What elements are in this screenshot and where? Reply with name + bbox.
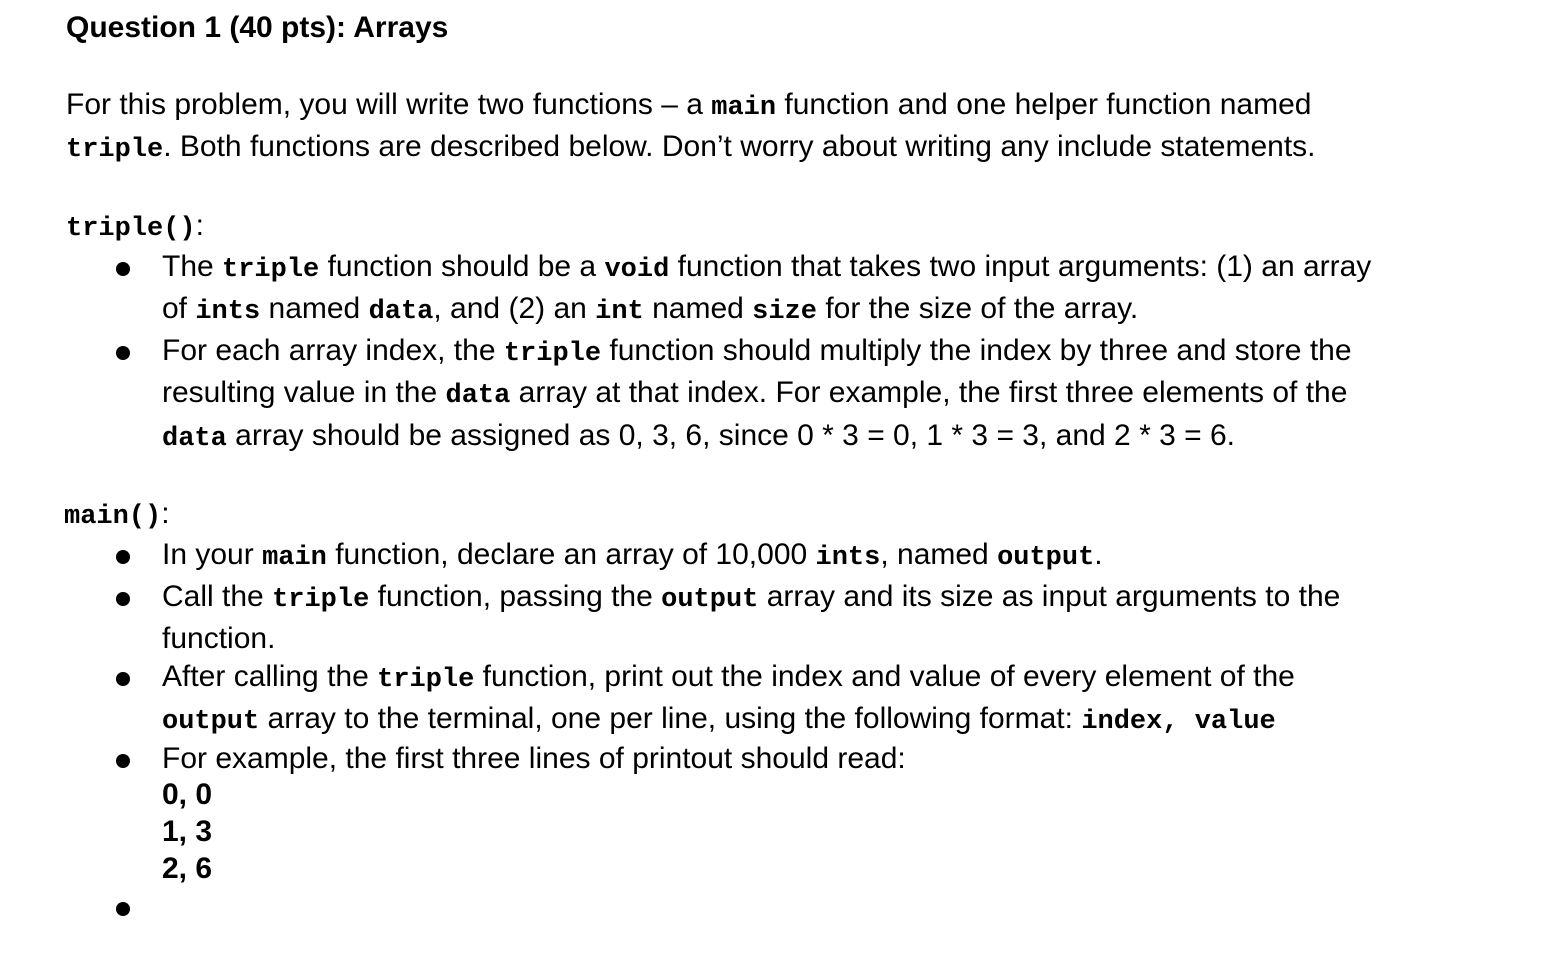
- triple-bullet-2-line-2: [162, 375, 1347, 414]
- text: .: [1094, 538, 1103, 571]
- code-output: output: [661, 585, 759, 615]
- bullet-icon: [116, 754, 130, 768]
- code-data: data: [445, 381, 511, 411]
- code-triple: triple: [66, 135, 164, 165]
- heading-colon: :: [161, 497, 170, 530]
- triple-bullet-2-line-3: [162, 418, 1235, 457]
- text: array should be assigned as 0, 3, 6, since 0 * 3 = 0, 1 * 3 = 3, and 2 * 3 = 6.: [226, 419, 1235, 452]
- heading-colon: :: [195, 209, 204, 242]
- text: array to the terminal, one per line, using the following format:: [259, 702, 1082, 735]
- code-triple-signature: triple(): [66, 214, 196, 244]
- intro-text: function and one helper function named: [776, 88, 1312, 121]
- code-format: index, value: [1081, 707, 1276, 737]
- example-output-line-2: 1, 3: [162, 815, 213, 848]
- code-triple: triple: [272, 585, 370, 615]
- main-bullet-4: [162, 741, 906, 777]
- triple-bullet-1-line-2: [162, 291, 1138, 330]
- bullet-icon: [116, 262, 130, 276]
- intro-text: For this problem, you will write two functions – a: [66, 88, 712, 121]
- bullet-icon: [116, 902, 130, 916]
- text: Call the: [162, 580, 273, 613]
- text: function should be a: [319, 250, 605, 283]
- text: After calling the: [162, 660, 378, 693]
- text: The: [162, 250, 223, 283]
- code-void: void: [604, 255, 670, 285]
- intro-line-1: [66, 87, 1311, 126]
- triple-bullet-1-line-1: [162, 249, 1371, 288]
- text: , named: [880, 538, 998, 571]
- text: function, passing the: [369, 580, 662, 613]
- code-data: data: [368, 297, 434, 327]
- code-output: output: [162, 707, 260, 737]
- text: function should multiply the index by three and store the: [601, 334, 1352, 367]
- bullet-icon: [116, 592, 130, 606]
- code-main: main: [711, 93, 777, 123]
- example-output-line-1: 0, 0: [162, 778, 213, 811]
- code-ints: ints: [195, 297, 261, 327]
- text: resulting value in the: [162, 376, 446, 409]
- code-output: output: [997, 543, 1095, 573]
- main-bullet-2-line-2: [162, 621, 275, 657]
- main-heading: [64, 496, 170, 535]
- code-data: data: [162, 424, 227, 454]
- text: For example, the first three lines of printout should read:: [162, 742, 906, 775]
- intro-line-2: [66, 129, 1316, 168]
- bullet-icon: [116, 550, 130, 564]
- text: function.: [162, 622, 276, 655]
- text: array at that index. For example, the first three elements of the: [510, 376, 1348, 409]
- code-triple: triple: [503, 339, 602, 369]
- triple-heading: [66, 208, 204, 247]
- text: for the size of the array.: [816, 292, 1139, 325]
- text: named: [260, 292, 369, 325]
- text: function that takes two input arguments: (1) an array: [669, 250, 1372, 283]
- text: function, print out the index and value of every element of the: [474, 660, 1295, 693]
- question-title: Question 1 (40 pts): Arrays: [66, 11, 449, 44]
- text: array and its size as input arguments to the: [758, 580, 1341, 613]
- code-size: size: [752, 297, 817, 327]
- bullet-icon: [116, 346, 130, 360]
- main-bullet-1: [162, 537, 1103, 576]
- text: named: [643, 292, 753, 325]
- example-output-line-3: 2, 6: [162, 852, 213, 885]
- bullet-icon: [116, 672, 130, 686]
- code-ints: ints: [815, 543, 881, 573]
- text: of: [162, 292, 196, 325]
- text: function, declare an array of 10,000: [326, 538, 816, 571]
- code-triple: triple: [222, 255, 320, 285]
- intro-text: . Both functions are described below. Don’t worry about writing any include statements.: [163, 130, 1316, 163]
- main-bullet-3-line-1: [162, 659, 1295, 698]
- text: For each array index, the: [162, 334, 504, 367]
- code-int: int: [595, 297, 644, 327]
- text: , and (2) an: [433, 292, 596, 325]
- triple-bullet-2-line-1: [162, 333, 1352, 372]
- main-bullet-3-line-2: [162, 701, 1276, 740]
- text: In your: [162, 538, 263, 571]
- code-triple: triple: [377, 665, 475, 695]
- code-main: main: [262, 543, 327, 573]
- main-bullet-2-line-1: [162, 579, 1340, 618]
- code-main-signature: main(): [64, 502, 162, 532]
